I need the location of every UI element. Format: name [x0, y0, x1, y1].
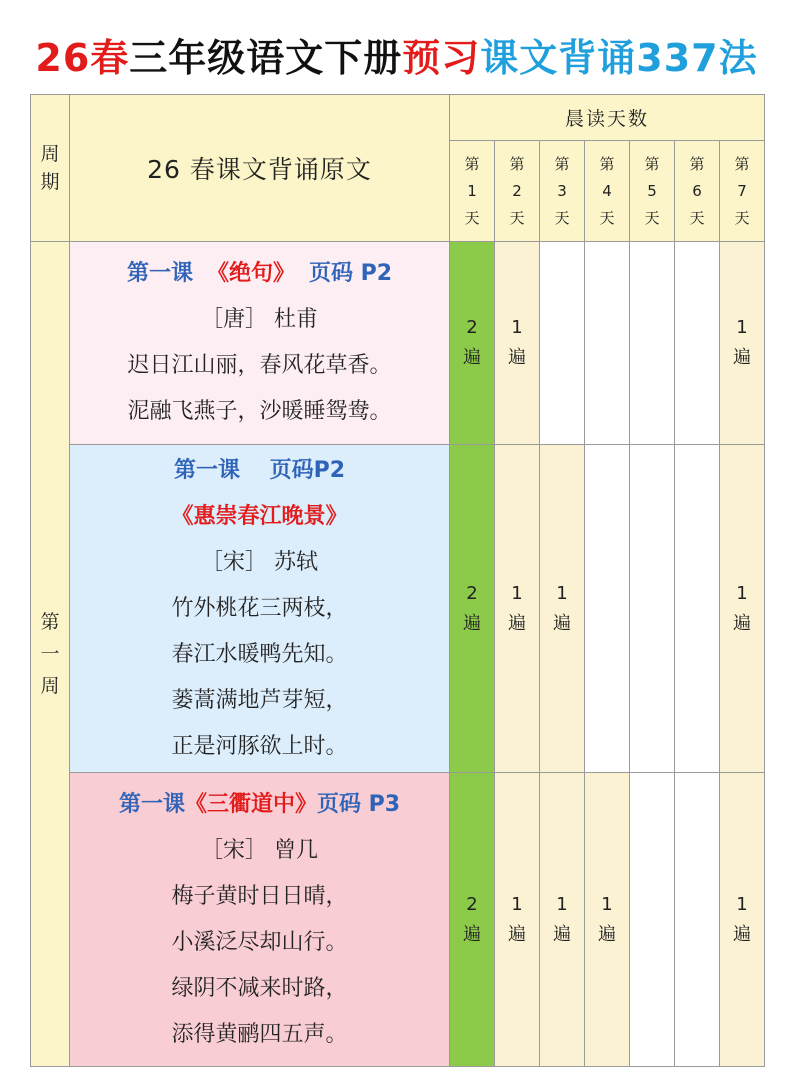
poem-author: ［唐］ 杜甫: [201, 307, 318, 332]
poem-line: 绿阴不减来时路，: [171, 975, 348, 1001]
recitation-table: [30, 94, 765, 1067]
title-preview: 预习: [402, 36, 481, 80]
count-cell: 1 遍: [495, 242, 540, 445]
empty-cell: [630, 445, 675, 773]
count-cell: 2 遍: [450, 445, 495, 773]
empty-cell: [675, 445, 720, 773]
title-grade: 三年级语文下册: [129, 36, 403, 80]
page-number: 页码 P2: [308, 261, 393, 286]
count-cell: 1 遍: [585, 773, 630, 1067]
text-column-header: 26 春课文背诵原文: [70, 95, 450, 242]
table-row: [31, 242, 765, 445]
poem-line: 正是河豚欲上时。: [171, 733, 348, 759]
poem-author: ［宋］ 曾几: [201, 837, 318, 863]
poem-author: ［宋］ 苏轼: [201, 549, 318, 575]
count-cell: 1 遍: [720, 445, 765, 773]
title-method: 课文背诵337法: [480, 36, 758, 80]
count-cell: 1 遍: [540, 445, 585, 773]
empty-cell: [630, 773, 675, 1067]
title-year: 26春: [35, 36, 130, 80]
table-row: [31, 773, 765, 1067]
poem-line: 添得黄鹂四五声。: [171, 1021, 348, 1047]
empty-cell: [585, 242, 630, 445]
lesson-label: 第一课: [118, 791, 185, 817]
poem-huichong: [70, 445, 450, 773]
morning-days-header: 晨读天数: [450, 95, 765, 141]
empty-cell: [585, 445, 630, 773]
count-cell: 1 遍: [720, 242, 765, 445]
count-cell: 1 遍: [495, 773, 540, 1067]
poem-title: 《三衢道中》: [184, 791, 317, 817]
day-7-header: 第 7 天: [720, 141, 765, 242]
poem-line: 小溪泛尽却山行。: [171, 929, 348, 955]
poem-line: 迟日江山丽，春风花草香。: [127, 353, 392, 378]
week-header-char: 周: [40, 143, 60, 165]
day-2-header: 第 2 天: [495, 141, 540, 242]
day-1-header: 第 1 天: [450, 141, 495, 242]
page-number: 页码 P3: [316, 791, 401, 817]
poem-line: 蒌蒿满地芦芽短，: [171, 687, 348, 713]
count-cell: 2 遍: [450, 242, 495, 445]
poem-line: 梅子黄时日日晴，: [171, 883, 348, 909]
poem-line: 竹外桃花三两枝，: [171, 595, 348, 621]
count-cell: 1 遍: [540, 773, 585, 1067]
lesson-label: 第一课 页码P2: [173, 457, 346, 483]
poem-title: 《绝句》: [206, 261, 295, 286]
table-row: [31, 445, 765, 773]
week-header-char: 期: [40, 171, 60, 193]
page-title: [0, 30, 793, 86]
day-3-header: 第 3 天: [540, 141, 585, 242]
poem-line: 春江水暖鸭先知。: [171, 641, 348, 667]
poem-jueju: [70, 242, 450, 445]
poem-title: 《惠崇春江晚景》: [171, 503, 348, 529]
day-5-header: 第 5 天: [630, 141, 675, 242]
day-4-header: 第 4 天: [585, 141, 630, 242]
count-cell: 1 遍: [495, 445, 540, 773]
lesson-label: 第一课: [126, 261, 193, 286]
week-one-label: 第 一 周: [31, 242, 70, 1067]
empty-cell: [630, 242, 675, 445]
empty-cell: [675, 242, 720, 445]
empty-cell: [675, 773, 720, 1067]
count-cell: 2 遍: [450, 773, 495, 1067]
poem-sanqu: [70, 773, 450, 1067]
day-6-header: 第 6 天: [675, 141, 720, 242]
week-column-header: [31, 95, 70, 242]
poem-line: 泥融飞燕子，沙暖睡鸳鸯。: [127, 399, 392, 424]
empty-cell: [540, 242, 585, 445]
count-cell: 1 遍: [720, 773, 765, 1067]
